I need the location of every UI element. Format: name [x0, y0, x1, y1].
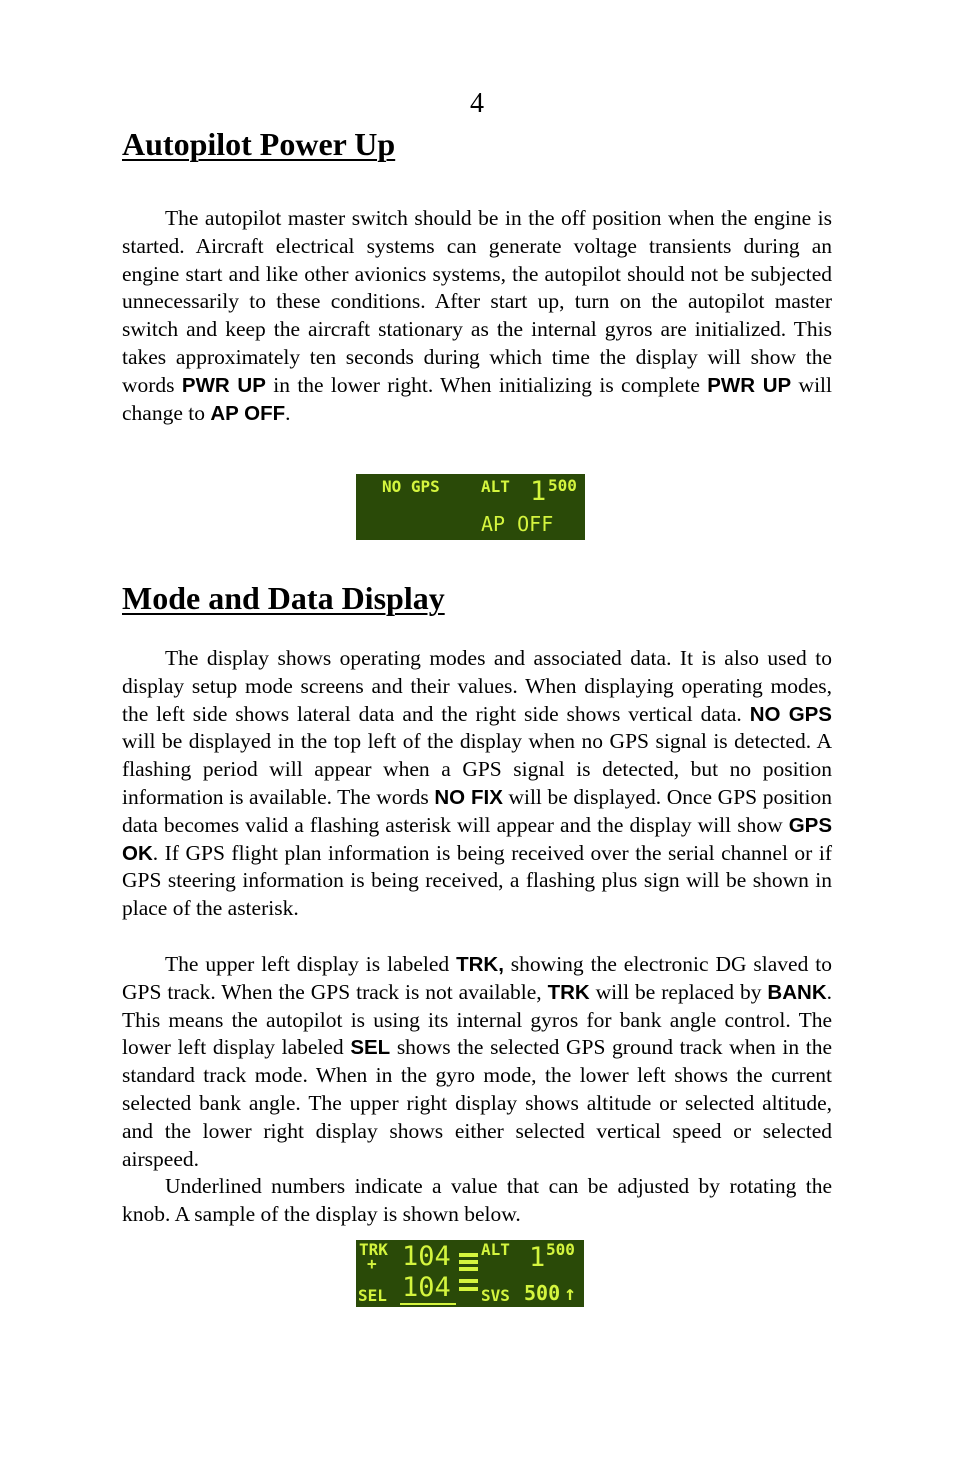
- body-text: shows the selected GPS ground track when in the standard track mode. When in the gyro mode, the lower left shows the current selected bank angle. The upper right display shows altitude or selected altitude, and the lower right display shows either selected vertical speed or selected airspeed.: [122, 1035, 832, 1171]
- body-text: will be replaced by: [589, 979, 768, 1004]
- lcd-gps-status: NO GPS: [382, 477, 440, 496]
- lcd-alt-thousands: 1: [530, 476, 547, 507]
- lcd-svs-value: 500: [524, 1281, 561, 1305]
- section-heading-power-up: Autopilot Power Up: [122, 126, 396, 162]
- body-text: in the lower right. When initializing is complete: [265, 372, 708, 397]
- keyword-text: TRK,: [456, 953, 504, 976]
- mode-display-paragraph-1: [122, 645, 832, 923]
- lcd-sel-value: 104: [402, 1272, 451, 1303]
- keyword-text: SEL: [350, 1036, 391, 1060]
- body-text: showing the electronic DG slaved to GPS track. When the GPS track is not available,: [122, 952, 832, 1004]
- body-text: The upper left display is labeled: [165, 952, 457, 976]
- keyword-text: NO GPS: [749, 702, 832, 726]
- power-up-paragraph: [122, 205, 832, 427]
- keyword-text: PWR UP: [181, 373, 266, 397]
- body-text: will change to: [122, 372, 833, 425]
- body-text: . If GPS flight plan information is being received over the serial channel or if GPS steering information is being received, a flashing plus sign will be shown in place of the asterisk.: [122, 840, 832, 921]
- lcd-alt-hundreds: 500: [546, 1240, 575, 1259]
- lcd-ap-status: AP OFF: [481, 512, 554, 536]
- lcd-bar-segment: [459, 1267, 478, 1271]
- mode-display-paragraph-3: [122, 1173, 832, 1229]
- body-text: .: [285, 400, 291, 425]
- body-text: The autopilot master switch should be in the off position when the engine is started. Aircraft electrical systems can generate voltage transients during an engine start and like other avionics systems, the autopilot should not be subjected unnecessarily to these conditions. After start up, turn on the autopilot master switch and keep the aircraft stationary as the internal gyros are initialized. This takes approximately ten seconds during which time the display will show the words: [122, 206, 832, 397]
- lcd-trk-marker: +: [367, 1254, 377, 1273]
- lcd-bar-segment: [459, 1279, 478, 1283]
- body-text: will be displayed in the top left of the display when no GPS signal is detected. A flashing period will appear when a GPS signal is detected, but no position information is available. The words: [122, 729, 832, 809]
- lcd-sel-label: SEL: [358, 1286, 387, 1305]
- lcd-display-sample: [356, 1240, 584, 1307]
- lcd-sel-underline: [400, 1303, 456, 1305]
- body-text: The display shows operating modes and associated data. It is also used to display setup mode screens and their values. When displaying operating modes, the left side shows lateral data and the right side shows vertical data.: [122, 646, 832, 726]
- lcd-bar-segment: [459, 1287, 478, 1291]
- keyword-text: GPS OK: [122, 813, 832, 865]
- body-text: . This means the autopilot is using its internal gyros for bank angle control. The lower left display labeled: [122, 979, 833, 1060]
- lcd-alt-label: ALT: [481, 1240, 510, 1259]
- lcd-bar-segment: [459, 1253, 478, 1257]
- lcd-trk-value: 104: [402, 1241, 451, 1272]
- keyword-text: BANK: [767, 980, 827, 1004]
- lcd-alt-label: ALT: [481, 477, 510, 496]
- keyword-text: NO FIX: [434, 785, 503, 809]
- lcd-trk-label: TRK: [359, 1240, 388, 1259]
- lcd-svs-arrow-icon: ↑: [564, 1281, 577, 1305]
- lcd-alt-thousands: 1: [529, 1242, 546, 1273]
- keyword-text: TRK: [547, 980, 590, 1004]
- mode-display-paragraph-2: [122, 951, 832, 1173]
- lcd-svs-label: SVS: [481, 1286, 510, 1305]
- keyword-text: AP OFF: [210, 401, 286, 425]
- section-heading-mode-display: Mode and Data Display: [122, 580, 445, 616]
- lcd-bar-segment: [459, 1260, 478, 1264]
- lcd-alt-hundreds: 500: [548, 476, 577, 495]
- keyword-text: PWR UP: [707, 373, 792, 397]
- page-number: 4: [470, 88, 484, 119]
- body-text: will be displayed. Once GPS position data becomes valid a flashing asterisk will appear and the display will show: [122, 784, 832, 837]
- lcd-display-power-up: [356, 474, 585, 540]
- body-text: Underlined numbers indicate a value that can be adjusted by rotating the knob. A sample of the display is shown below.: [122, 1174, 832, 1226]
